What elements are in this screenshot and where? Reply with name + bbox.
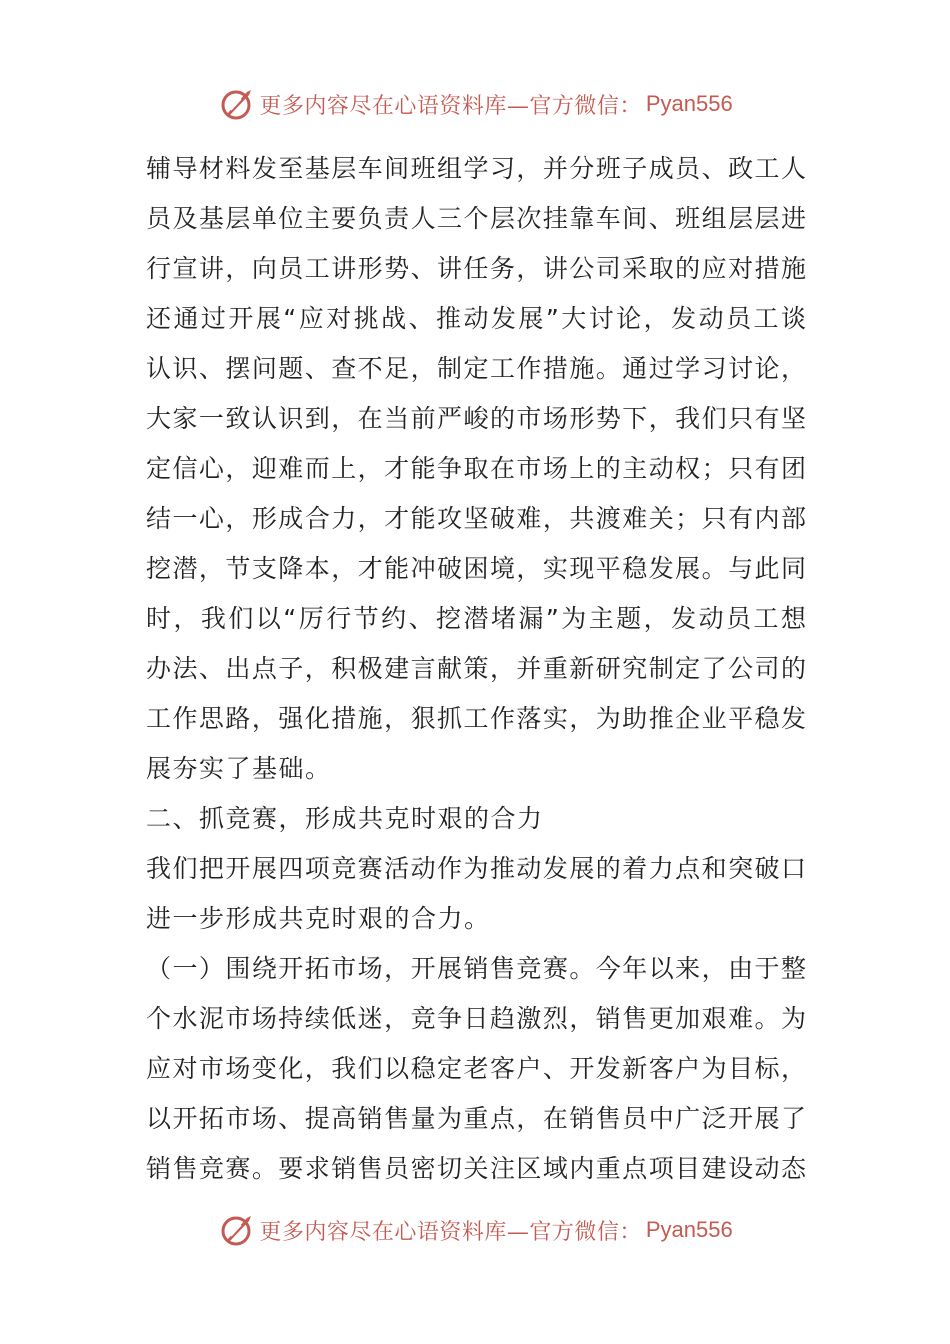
footer-watermark-banner: [0, 1208, 950, 1252]
paragraph-line: 应对市场变化，我们以稳定老客户、开发新客户为目标，: [146, 1054, 806, 1083]
quill-circle-logo-icon: [217, 1210, 257, 1250]
banner-wechat-id: Pyan556: [645, 1217, 733, 1242]
paragraph-line: 挖潜，节支降本，才能冲破困境，实现平稳发展。与此同: [146, 554, 806, 583]
paragraph-line: 展夯实了基础。: [146, 754, 332, 783]
banner-text: 更多内容尽在心语资料库—官方微信：: [259, 1219, 642, 1245]
paragraph-line: 时，我们以“厉行节约、挖潜堵漏”为主题，发动员工想: [146, 604, 806, 633]
quill-circle-logo-icon: [217, 84, 257, 124]
paragraph-line: 办法、出点子，积极建言献策，并重新研究制定了公司的: [146, 654, 806, 683]
paragraph-line: 员及基层单位主要负责人三个层次挂靠车间、班组层层进: [146, 204, 806, 233]
document-body: [146, 144, 806, 1194]
paragraph-line: 销售竞赛。要求销售员密切关注区域内重点项目建设动态: [146, 1154, 806, 1183]
paragraph-line: 行宣讲，向员工讲形势、讲任务，讲公司采取的应对措施: [146, 254, 806, 283]
paragraph-line: 定信心，迎难而上，才能争取在市场上的主动权；只有团: [146, 454, 806, 483]
paragraph-line: （一）围绕开拓市场，开展销售竞赛。今年以来，由于整: [146, 954, 806, 983]
paragraph-line: 结一心，形成合力，才能攻坚破难，共渡难关；只有内部: [146, 504, 806, 533]
paragraph-line: 以开拓市场、提高销售量为重点，在销售员中广泛开展了: [146, 1104, 806, 1133]
banner-wechat-id: Pyan556: [645, 91, 733, 116]
paragraph-line: 大家一致认识到，在当前严峻的市场形势下，我们只有坚: [146, 404, 806, 433]
section-heading: 二、抓竞赛，形成共克时艰的合力: [146, 804, 544, 833]
paragraph-line: 我们把开展四项竞赛活动作为推动发展的着力点和突破口: [146, 854, 806, 883]
paragraph-line: 进一步形成共克时艰的合力。: [146, 904, 491, 933]
paragraph-line: 还通过开展“应对挑战、推动发展”大讨论，发动员工谈: [146, 304, 806, 333]
banner-text: 更多内容尽在心语资料库—官方微信：: [259, 93, 642, 119]
paragraph-line: 辅导材料发至基层车间班组学习，并分班子成员、政工人: [146, 154, 806, 183]
paragraph-line: 工作思路，强化措施，狠抓工作落实，为助推企业平稳发: [146, 704, 806, 733]
header-watermark-banner: [0, 82, 950, 126]
paragraph-line: 认识、摆问题、查不足，制定工作措施。通过学习讨论，: [146, 354, 806, 383]
paragraph-line: 个水泥市场持续低迷，竞争日趋激烈，销售更加艰难。为: [146, 1004, 806, 1033]
